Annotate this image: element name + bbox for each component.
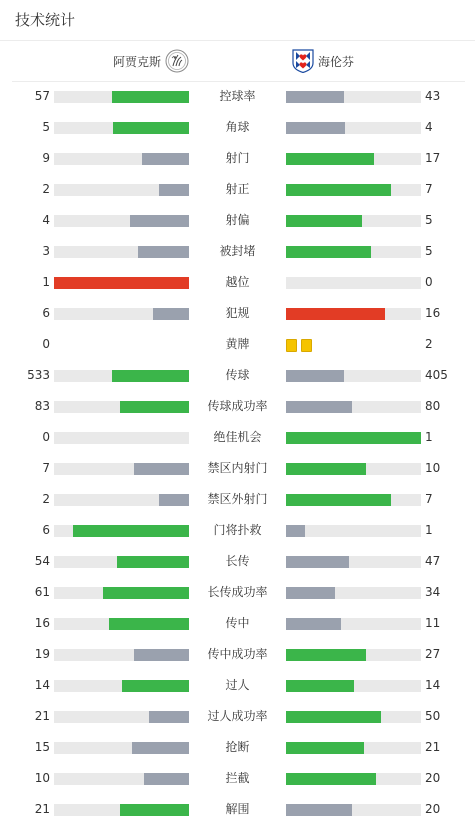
home-bar-fill bbox=[144, 773, 189, 785]
away-value: 20 bbox=[425, 771, 441, 785]
home-bar-track bbox=[54, 711, 189, 723]
away-bar-fill bbox=[286, 773, 376, 785]
stat-row bbox=[0, 298, 475, 329]
stat-label: 传中成功率 bbox=[207, 647, 268, 661]
heerenveen-crest-icon bbox=[292, 49, 314, 73]
stat-row bbox=[0, 453, 475, 484]
home-team[interactable] bbox=[113, 42, 189, 80]
away-value: 5 bbox=[425, 213, 433, 227]
away-value: 4 bbox=[425, 120, 433, 134]
away-bar-fill bbox=[286, 401, 352, 413]
page-title: 技术统计 bbox=[15, 11, 76, 29]
home-value: 15 bbox=[34, 740, 50, 754]
away-value: 10 bbox=[425, 461, 441, 475]
home-bar-fill bbox=[113, 122, 189, 134]
home-value: 4 bbox=[42, 213, 50, 227]
away-bar-track bbox=[286, 401, 421, 413]
away-value: 405 bbox=[425, 368, 448, 382]
away-value: 21 bbox=[425, 740, 441, 754]
home-bar-track bbox=[54, 370, 189, 382]
stat-row bbox=[0, 701, 475, 732]
home-bar-track bbox=[54, 587, 189, 599]
home-bar-track bbox=[54, 742, 189, 754]
home-bar-track bbox=[54, 122, 189, 134]
stat-label: 被封堵 bbox=[219, 244, 256, 258]
away-bar-track bbox=[286, 215, 421, 227]
stat-row bbox=[0, 143, 475, 174]
away-bar-track bbox=[286, 370, 421, 382]
stat-label: 越位 bbox=[225, 275, 250, 289]
stats-list bbox=[0, 81, 475, 825]
stat-label: 禁区内射门 bbox=[207, 461, 268, 475]
away-bar-track bbox=[286, 804, 421, 816]
home-bar-track bbox=[54, 494, 189, 506]
teams-header bbox=[0, 42, 475, 80]
home-bar-track bbox=[54, 308, 189, 320]
stat-row bbox=[0, 608, 475, 639]
away-bar-fill bbox=[286, 153, 374, 165]
home-bar-track bbox=[54, 277, 189, 289]
away-value: 7 bbox=[425, 492, 433, 506]
stat-row bbox=[0, 639, 475, 670]
stat-label: 过人成功率 bbox=[207, 709, 268, 723]
away-value: 1 bbox=[425, 523, 433, 537]
home-bar-fill bbox=[142, 153, 189, 165]
stat-label: 射偏 bbox=[225, 213, 250, 227]
away-value: 7 bbox=[425, 182, 433, 196]
away-value: 11 bbox=[425, 616, 441, 630]
away-value: 17 bbox=[425, 151, 441, 165]
home-value: 5 bbox=[42, 120, 50, 134]
stat-row bbox=[0, 422, 475, 453]
away-bar-fill bbox=[286, 215, 362, 227]
away-bar-track bbox=[286, 308, 421, 320]
stat-label: 传球成功率 bbox=[207, 399, 268, 413]
home-bar-fill bbox=[159, 494, 189, 506]
stat-label: 门将扑救 bbox=[213, 523, 262, 537]
yellow-card-icon bbox=[301, 339, 312, 352]
home-bar-fill bbox=[117, 556, 189, 568]
home-bar-track bbox=[54, 215, 189, 227]
home-bar-track bbox=[54, 773, 189, 785]
away-bar-track bbox=[286, 463, 421, 475]
home-bar-track bbox=[54, 463, 189, 475]
home-bar-fill bbox=[112, 91, 189, 103]
home-value: 14 bbox=[34, 678, 50, 692]
home-bar-track bbox=[54, 91, 189, 103]
home-bar-track bbox=[54, 153, 189, 165]
away-bar-fill bbox=[286, 742, 364, 754]
stat-label: 抢断 bbox=[225, 740, 250, 754]
away-bar-fill bbox=[286, 525, 305, 537]
stat-label: 绝佳机会 bbox=[213, 430, 262, 444]
stat-row bbox=[0, 360, 475, 391]
home-value: 533 bbox=[27, 368, 50, 382]
away-bar-fill bbox=[286, 432, 421, 444]
stat-row bbox=[0, 112, 475, 143]
away-bar-fill bbox=[286, 711, 381, 723]
home-value: 83 bbox=[34, 399, 50, 413]
away-bar-fill bbox=[286, 122, 345, 134]
away-yellow-cards bbox=[286, 339, 312, 351]
stat-row bbox=[0, 670, 475, 701]
home-value: 61 bbox=[34, 585, 50, 599]
home-bar-track bbox=[54, 804, 189, 816]
stat-row bbox=[0, 763, 475, 794]
home-value: 16 bbox=[34, 616, 50, 630]
home-value: 6 bbox=[42, 306, 50, 320]
away-bar-track bbox=[286, 246, 421, 258]
away-bar-fill bbox=[286, 91, 344, 103]
home-bar-fill bbox=[153, 308, 189, 320]
away-bar-fill bbox=[286, 618, 341, 630]
stat-label: 拦截 bbox=[225, 771, 250, 785]
home-value: 19 bbox=[34, 647, 50, 661]
stat-row bbox=[0, 205, 475, 236]
stat-row bbox=[0, 329, 475, 360]
home-value: 0 bbox=[42, 430, 50, 444]
away-value: 34 bbox=[425, 585, 441, 599]
stat-row bbox=[0, 515, 475, 546]
home-bar-fill bbox=[73, 525, 189, 537]
stat-row bbox=[0, 267, 475, 298]
away-bar-track bbox=[286, 184, 421, 196]
home-bar-fill bbox=[109, 618, 189, 630]
away-value: 20 bbox=[425, 802, 441, 816]
home-value: 54 bbox=[34, 554, 50, 568]
stat-row bbox=[0, 174, 475, 205]
away-bar-fill bbox=[286, 804, 352, 816]
stat-label: 长传 bbox=[225, 554, 250, 568]
stat-label: 控球率 bbox=[219, 89, 256, 103]
stat-row bbox=[0, 577, 475, 608]
stat-label: 解围 bbox=[225, 802, 250, 816]
home-bar-fill bbox=[159, 184, 189, 196]
home-bar-fill bbox=[103, 587, 189, 599]
home-value: 21 bbox=[34, 709, 50, 723]
away-value: 16 bbox=[425, 306, 441, 320]
away-bar-track bbox=[286, 587, 421, 599]
stat-label: 黄牌 bbox=[225, 337, 250, 351]
yellow-card-icon bbox=[286, 339, 297, 352]
home-bar-track bbox=[54, 618, 189, 630]
away-value: 43 bbox=[425, 89, 441, 103]
away-value: 14 bbox=[425, 678, 441, 692]
home-bar-fill bbox=[54, 277, 189, 289]
away-bar-fill bbox=[286, 556, 349, 568]
away-bar-fill bbox=[286, 308, 385, 320]
stat-label: 射正 bbox=[225, 182, 250, 196]
away-bar-fill bbox=[286, 587, 335, 599]
away-value: 80 bbox=[425, 399, 441, 413]
away-value: 5 bbox=[425, 244, 433, 258]
away-team[interactable] bbox=[292, 42, 354, 80]
home-bar-track bbox=[54, 432, 189, 444]
stat-row bbox=[0, 732, 475, 763]
home-bar-fill bbox=[138, 246, 189, 258]
away-value: 1 bbox=[425, 430, 433, 444]
home-value: 21 bbox=[34, 802, 50, 816]
away-bar-track bbox=[286, 122, 421, 134]
stat-label: 射门 bbox=[225, 151, 250, 165]
away-bar-track bbox=[286, 153, 421, 165]
home-value: 2 bbox=[42, 492, 50, 506]
away-bar-track bbox=[286, 742, 421, 754]
away-bar-fill bbox=[286, 246, 371, 258]
away-bar-track bbox=[286, 556, 421, 568]
away-bar-fill bbox=[286, 680, 354, 692]
away-bar-track bbox=[286, 649, 421, 661]
home-bar-fill bbox=[132, 742, 189, 754]
stat-label: 传球 bbox=[225, 368, 250, 382]
stat-row bbox=[0, 236, 475, 267]
away-value: 27 bbox=[425, 647, 441, 661]
away-bar-fill bbox=[286, 463, 366, 475]
home-bar-fill bbox=[130, 215, 189, 227]
home-bar-track bbox=[54, 680, 189, 692]
away-bar-track bbox=[286, 91, 421, 103]
home-value: 6 bbox=[42, 523, 50, 537]
home-bar-fill bbox=[134, 649, 189, 661]
away-bar-track bbox=[286, 525, 421, 537]
away-team-name: 海伦芬 bbox=[318, 54, 355, 69]
away-bar-fill bbox=[286, 370, 344, 382]
stat-label: 传中 bbox=[225, 616, 250, 630]
ajax-crest-icon bbox=[165, 49, 189, 73]
away-bar-track bbox=[286, 773, 421, 785]
home-value: 1 bbox=[42, 275, 50, 289]
home-bar-fill bbox=[122, 680, 190, 692]
home-bar-track bbox=[54, 246, 189, 258]
home-bar-fill bbox=[149, 711, 190, 723]
away-value: 0 bbox=[425, 275, 433, 289]
stat-label: 角球 bbox=[225, 120, 250, 134]
home-bar-fill bbox=[112, 370, 189, 382]
home-value: 3 bbox=[42, 244, 50, 258]
stat-label: 过人 bbox=[225, 678, 250, 692]
stat-row bbox=[0, 81, 475, 112]
home-bar-track bbox=[54, 184, 189, 196]
home-value: 0 bbox=[42, 337, 50, 351]
away-bar-fill bbox=[286, 649, 366, 661]
away-value: 47 bbox=[425, 554, 441, 568]
stat-row bbox=[0, 546, 475, 577]
home-value: 7 bbox=[42, 461, 50, 475]
home-bar-track bbox=[54, 401, 189, 413]
away-value: 2 bbox=[425, 337, 433, 351]
away-bar-track bbox=[286, 277, 421, 289]
home-team-name: 阿贾克斯 bbox=[112, 54, 161, 69]
away-bar-track bbox=[286, 711, 421, 723]
home-bar-track bbox=[54, 649, 189, 661]
home-value: 57 bbox=[34, 89, 50, 103]
stat-label: 禁区外射门 bbox=[207, 492, 268, 506]
home-bar-fill bbox=[134, 463, 189, 475]
stat-label: 犯规 bbox=[225, 306, 250, 320]
away-bar-fill bbox=[286, 494, 391, 506]
home-value: 2 bbox=[42, 182, 50, 196]
stat-row bbox=[0, 391, 475, 422]
header-divider bbox=[0, 40, 475, 41]
home-value: 10 bbox=[34, 771, 50, 785]
home-bar-track bbox=[54, 556, 189, 568]
stat-row bbox=[0, 484, 475, 515]
away-bar-track bbox=[286, 680, 421, 692]
away-bar-track bbox=[286, 494, 421, 506]
home-bar-fill bbox=[120, 804, 189, 816]
away-bar-track bbox=[286, 618, 421, 630]
stat-row bbox=[0, 794, 475, 825]
home-value: 9 bbox=[42, 151, 50, 165]
home-bar-track bbox=[54, 525, 189, 537]
home-bar-fill bbox=[120, 401, 189, 413]
away-bar-track bbox=[286, 432, 421, 444]
away-bar-fill bbox=[286, 184, 391, 196]
stat-label: 长传成功率 bbox=[207, 585, 268, 599]
away-value: 50 bbox=[425, 709, 441, 723]
